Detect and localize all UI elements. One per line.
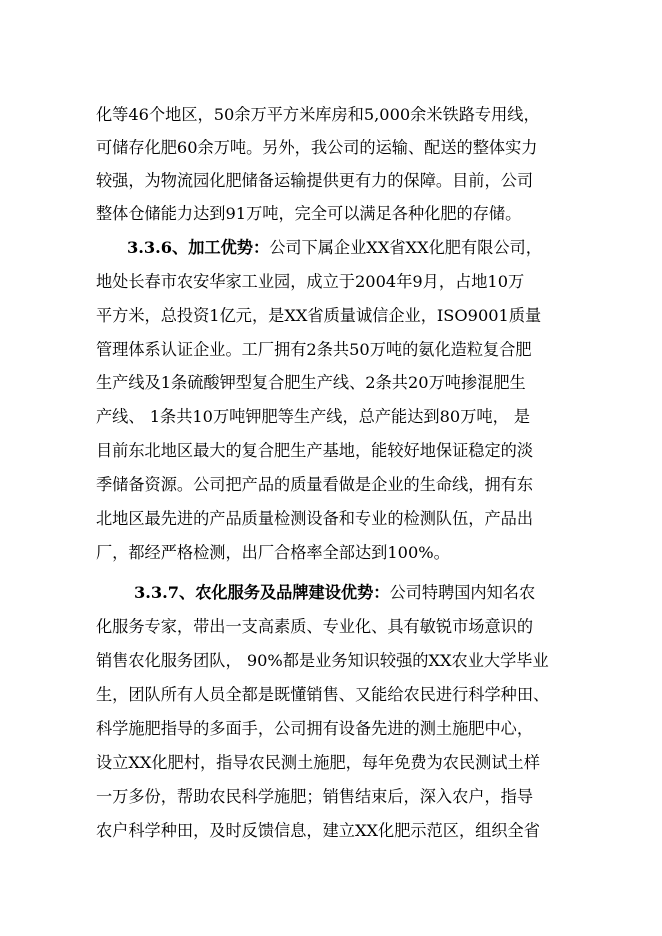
- text-line: 化服务专家，带出一支高素质、专业化、具有敏锐市场意识的: [96, 617, 534, 636]
- section-first-line: [134, 578, 616, 608]
- text-line: 可储存化肥60余万吨。另外，我公司的运输、配送的整体实力: [96, 138, 538, 157]
- text-line: 科学施肥指导的多面手，公司拥有设备先进的测土施肥中心，: [96, 719, 534, 738]
- text-line: 目前东北地区最大的复合肥生产基地，能较好地保证稳定的淡: [96, 441, 534, 460]
- text-line: 化等46个地区，50余万平方米库房和5,000余米铁路专用线，: [96, 105, 540, 124]
- text-line: 产线、 1条共10万吨钾肥等生产线，总产能达到80万吨， 是: [96, 407, 531, 426]
- text-line: 一万多份，帮助农民科学施肥；销售结束后，深入农户，指导: [96, 787, 534, 806]
- section-text: 公司下属企业XX省XX化肥有限公司，: [269, 238, 542, 257]
- text-line: 生，团队所有人员全都是既懂销售、又能给农民进行科学种田、: [96, 685, 550, 704]
- section-first-line: [127, 233, 616, 263]
- text-line: 生产线及1条硫酸钾型复合肥生产线、2条共20万吨掺混肥生: [96, 373, 526, 392]
- text-line: 平方米，总投资1亿元，是XX省质量诚信企业，ISO9001质量: [96, 306, 542, 325]
- text-line: 较强，为物流园化肥储备运输提供更有力的保障。目前，公司: [96, 171, 534, 190]
- section-heading-3-3-6: 3.3.6、加工优势：: [127, 238, 270, 257]
- text-line: 季储备资源。公司把产品的质量看做是企业的生命线，拥有东: [96, 475, 534, 494]
- text-line: 厂，都经严格检测，出厂合格率全部达到100%。: [96, 543, 450, 562]
- text-line: 地处长春市农安华家工业园，成立于2004年9月，占地10万: [96, 272, 525, 291]
- text-line: 管理体系认证企业。工厂拥有2条共50万吨的氨化造粒复合肥: [96, 340, 532, 359]
- section-heading-3-3-7: 3.3.7、农化服务及品牌建设优势：: [134, 583, 390, 602]
- section-text: 公司特聘国内知名农: [389, 583, 536, 602]
- text-line: 农户科学种田，及时反馈信息，建立XX化肥示范区，组织全省: [96, 821, 540, 840]
- text-line: 北地区最先进的产品质量检测设备和专业的检测队伍，产品出: [96, 509, 534, 528]
- text-line: 设立XX化肥村，指导农民测土施肥，每年免费为农民测试土样: [96, 753, 540, 772]
- text-line: 销售农化服务团队， 90%都是业务知识较强的XX农业大学毕业: [96, 651, 549, 670]
- text-line: 整体仓储能力达到91万吨，完全可以满足各种化肥的存储。: [96, 204, 522, 223]
